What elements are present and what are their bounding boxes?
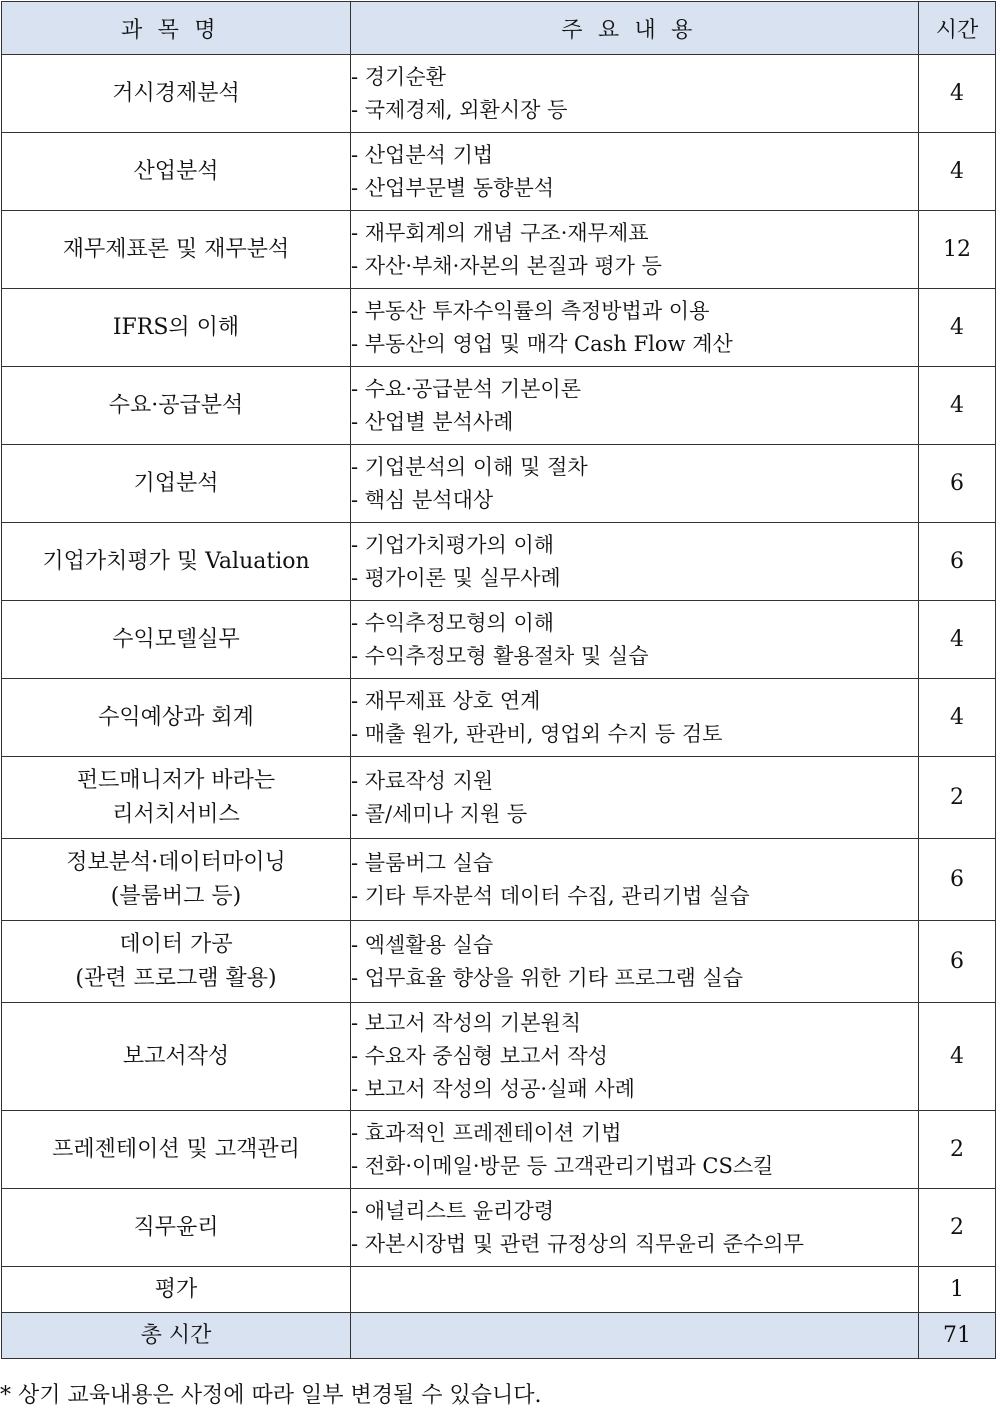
content-cell (351, 1003, 919, 1111)
hours-cell: 2 (919, 1189, 996, 1267)
subject-line: (관련 프로그램 활용) (75, 965, 277, 991)
content-item: - 핵심 분석대상 (351, 487, 494, 512)
hours-cell: 2 (919, 1111, 996, 1189)
table-row (2, 1003, 996, 1111)
subject-cell (2, 55, 351, 133)
subject-cell (2, 1267, 351, 1313)
content-cell (351, 1267, 919, 1313)
table-header-row (2, 2, 996, 55)
subject-line: 수요·공급분석 (108, 392, 244, 418)
subject-line: 펀드매니저가 바라는 (76, 767, 276, 793)
subject-cell (2, 757, 351, 839)
content-cell (351, 523, 919, 601)
table-row (2, 601, 996, 679)
content-item: - 콜/세미나 지원 등 (351, 801, 528, 826)
hours-cell: 4 (919, 289, 996, 367)
header-hours: 시간 (919, 2, 996, 55)
content-item: - 평가이론 및 실무사례 (351, 565, 561, 590)
subject-line: 보고서작성 (122, 1043, 230, 1069)
content-cell (351, 133, 919, 211)
subject-cell (2, 133, 351, 211)
content-item: - 전화·이메일·방문 등 고객관리기법과 CS스킬 (351, 1153, 774, 1178)
hours-cell: 4 (919, 133, 996, 211)
table-row (2, 1189, 996, 1267)
content-item: - 산업별 분석사례 (351, 409, 514, 434)
header-content: 주요내용 (351, 2, 919, 55)
content-cell (351, 1189, 919, 1267)
subject-line: 평가 (154, 1276, 198, 1302)
content-cell (351, 839, 919, 921)
subject-cell (2, 921, 351, 1003)
subject-line: 리서치서비스 (112, 801, 240, 827)
curriculum-table (1, 1, 996, 1359)
content-item: - 애널리스트 윤리강령 (351, 1198, 555, 1223)
subject-line: 수익모델실무 (112, 626, 240, 652)
subject-cell (2, 445, 351, 523)
table-row (2, 367, 996, 445)
content-cell (351, 679, 919, 757)
content-item: - 매출 원가, 판관비, 영업외 수지 등 검토 (351, 721, 723, 746)
content-item: - 기업분석의 이해 및 절차 (351, 454, 588, 479)
content-item: - 자료작성 지원 (351, 768, 494, 793)
subject-line: 데이터 가공 (119, 931, 233, 957)
subject-cell (2, 1111, 351, 1189)
total-label: 총 시간 (2, 1313, 351, 1359)
content-item: - 부동산 투자수익률의 측정방법과 이용 (351, 298, 710, 323)
table-row (2, 211, 996, 289)
subject-cell (2, 523, 351, 601)
hours-cell: 6 (919, 839, 996, 921)
content-cell (351, 445, 919, 523)
table-row (2, 289, 996, 367)
content-cell (351, 289, 919, 367)
content-cell (351, 757, 919, 839)
content-item: - 기타 투자분석 데이터 수집, 관리기법 실습 (351, 883, 750, 908)
hours-cell: 4 (919, 55, 996, 133)
subject-line: 정보분석·데이터마이닝 (66, 849, 286, 875)
content-cell (351, 921, 919, 1003)
content-item: - 수익추정모형의 이해 (351, 610, 555, 635)
hours-cell: 4 (919, 601, 996, 679)
subject-line: 직무윤리 (133, 1214, 219, 1240)
subject-cell (2, 679, 351, 757)
table-row (2, 839, 996, 921)
content-item: - 보고서 작성의 기본원칙 (351, 1011, 581, 1035)
content-item: - 산업분석 기법 (351, 142, 494, 167)
table-row (2, 757, 996, 839)
content-cell (351, 601, 919, 679)
subject-cell (2, 1189, 351, 1267)
content-item: - 보고서 작성의 성공·실패 사례 (351, 1077, 635, 1101)
hours-cell: 2 (919, 757, 996, 839)
hours-cell: 6 (919, 523, 996, 601)
subject-cell (2, 367, 351, 445)
subject-cell (2, 211, 351, 289)
hours-cell: 12 (919, 211, 996, 289)
subject-cell (2, 289, 351, 367)
hours-cell: 6 (919, 921, 996, 1003)
content-item: - 기업가치평가의 이해 (351, 532, 555, 557)
hours-cell: 4 (919, 1003, 996, 1111)
total-content-empty (351, 1313, 919, 1359)
content-item: - 자본시장법 및 관련 규정상의 직무윤리 준수의무 (351, 1231, 804, 1256)
content-item: - 경기순환 (351, 64, 446, 89)
content-item: - 재무제표 상호 연계 (351, 688, 541, 713)
content-item: - 수익추정모형 활용절차 및 실습 (351, 643, 649, 668)
content-item: - 수요·공급분석 기본이론 (351, 376, 581, 401)
subject-line: 재무제표론 및 재무분석 (62, 236, 290, 262)
content-item: - 업무효율 향상을 위한 기타 프로그램 실습 (351, 965, 744, 990)
subject-line: 프레젠테이션 및 고객관리 (52, 1136, 300, 1162)
subject-line: (블룸버그 등) (110, 883, 242, 909)
subject-cell (2, 601, 351, 679)
content-cell (351, 211, 919, 289)
total-hours: 71 (919, 1313, 996, 1359)
table-row (2, 1111, 996, 1189)
content-item: - 효과적인 프레젠테이션 기법 (351, 1120, 622, 1145)
total-row (2, 1313, 996, 1359)
content-cell (351, 367, 919, 445)
table-row (2, 679, 996, 757)
content-item: - 부동산의 영업 및 매각 Cash Flow 계산 (351, 331, 733, 356)
hours-cell: 6 (919, 445, 996, 523)
subject-line: 기업분석 (133, 470, 219, 496)
content-item: - 산업부문별 동향분석 (351, 175, 555, 200)
hours-cell: 1 (919, 1267, 996, 1313)
hours-cell: 4 (919, 679, 996, 757)
content-item: - 수요자 중심형 보고서 작성 (351, 1044, 608, 1068)
content-item: - 자산·부채·자본의 본질과 평가 등 (351, 253, 662, 278)
subject-line: 거시경제분석 (112, 80, 240, 106)
table-row (2, 133, 996, 211)
subject-cell (2, 839, 351, 921)
table-row (2, 445, 996, 523)
table-row (2, 921, 996, 1003)
content-cell (351, 1111, 919, 1189)
subject-line: IFRS의 이해 (112, 314, 240, 340)
content-item: - 국제경제, 외환시장 등 (351, 97, 568, 122)
content-item: - 재무회계의 개념 구조·재무제표 (351, 220, 649, 245)
table-row (2, 523, 996, 601)
content-cell (351, 55, 919, 133)
subject-line: 수익예상과 회계 (98, 704, 254, 730)
header-subject: 과목명 (2, 2, 351, 55)
subject-line: 기업가치평가 및 Valuation (42, 548, 310, 574)
footnote: * 상기 교육내용은 사정에 따라 일부 변경될 수 있습니다. (0, 1383, 542, 1408)
hours-cell: 4 (919, 367, 996, 445)
table-row (2, 1267, 996, 1313)
table-row (2, 55, 996, 133)
content-item: - 블룸버그 실습 (351, 850, 494, 875)
subject-line: 산업분석 (133, 158, 219, 184)
content-item: - 엑셀활용 실습 (351, 932, 494, 957)
subject-cell (2, 1003, 351, 1111)
